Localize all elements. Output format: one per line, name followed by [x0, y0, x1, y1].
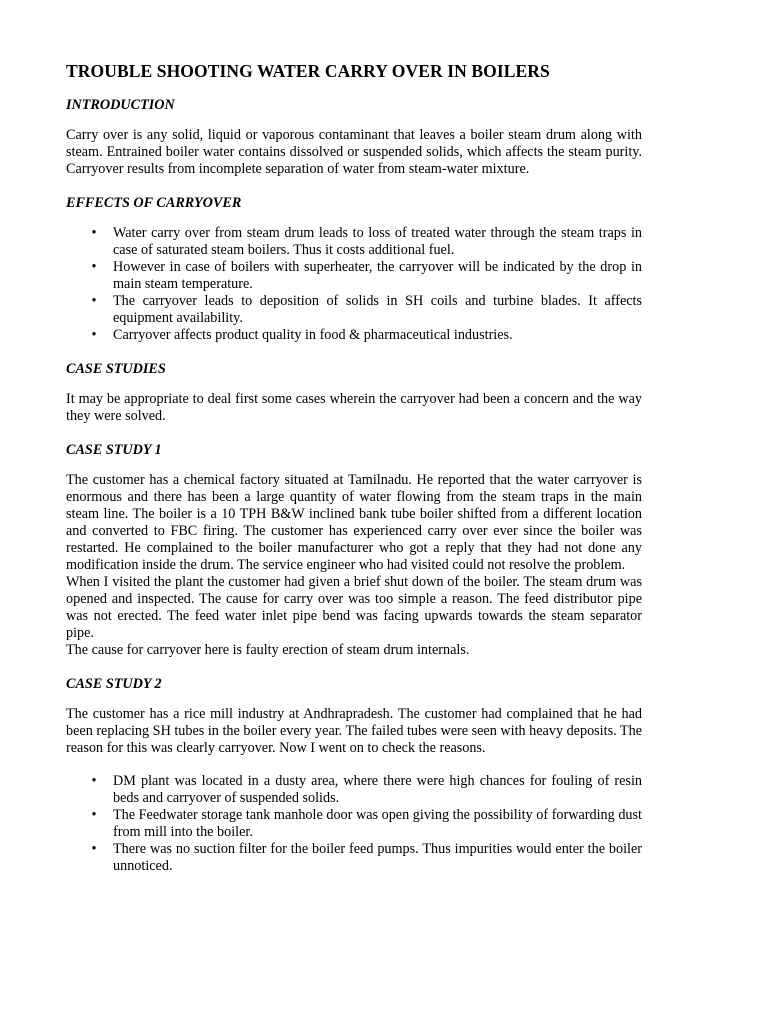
- introduction-heading: INTRODUCTION: [66, 97, 175, 113]
- bullet-icon: •: [91, 807, 97, 823]
- case-study-1-paragraph-1: The customer has a chemical factory situated at Tamilnadu. He reported that the water carryover is enormous and there has been a large quantity of water flowing from the steam traps in the main steam line. The boiler is a 10 TPH B&W inclined bank tube boiler shifted from a different location and converted to FBC firing. The customer has experienced carry over ever since the boiler was restarted. He complained to the boiler manufacturer who got a reply that they had not done any modification inside the drum. The service engineer who had visited could not resolve the problem.: [66, 472, 642, 573]
- bullet-icon: •: [91, 293, 97, 309]
- case-study-1-heading: CASE STUDY 1: [66, 442, 162, 458]
- case-study-2-paragraph: The customer has a rice mill industry at Andhrapradesh. The customer had complained that he had been replacing SH tubes in the boiler every year. The failed tubes were seen with heavy deposits. The reason for this was clearly carryover. Now I went on to check the reasons.: [66, 706, 642, 756]
- case-study-2-list: [66, 773, 642, 875]
- list-item-text: The carryover leads to deposition of solids in SH coils and turbine blades. It affects equipment availability.: [113, 293, 642, 326]
- list-item-text: Water carry over from steam drum leads to loss of treated water through the steam traps in case of saturated steam boilers. Thus it costs additional fuel.: [113, 225, 642, 258]
- list-item-text: DM plant was located in a dusty area, where there were high chances for fouling of resin beds and carryover of suspended solids.: [113, 773, 642, 806]
- list-item-text: There was no suction filter for the boiler feed pumps. Thus impurities would enter the boiler unnoticed.: [113, 841, 642, 874]
- effects-heading: EFFECTS OF CARRYOVER: [66, 195, 242, 211]
- case-study-1-paragraph-3: The cause for carryover here is faulty erection of steam drum internals.: [66, 642, 470, 658]
- list-item-text: However in case of boilers with superheater, the carryover will be indicated by the drop in main steam temperature.: [113, 259, 642, 292]
- effects-list: [66, 225, 642, 344]
- bullet-icon: •: [91, 841, 97, 857]
- document-title: TROUBLE SHOOTING WATER CARRY OVER IN BOILERS: [66, 61, 550, 81]
- bullet-icon: •: [91, 773, 97, 789]
- list-item-text: Carryover affects product quality in food & pharmaceutical industries.: [113, 327, 513, 343]
- list-item: [91, 225, 642, 259]
- case-study-2-heading: CASE STUDY 2: [66, 676, 162, 692]
- bullet-icon: •: [91, 225, 97, 241]
- bullet-icon: •: [91, 327, 97, 343]
- introduction-paragraph: Carry over is any solid, liquid or vaporous contaminant that leaves a boiler steam drum along with steam. Entrained boiler water contains dissolved or suspended solids, which affects the steam purity. Carryover results from incomplete separation of water from steam-water mixture.: [66, 127, 642, 177]
- case-studies-paragraph: It may be appropriate to deal first some cases wherein the carryover had been a concern and the way they were solved.: [66, 391, 642, 424]
- list-item: [91, 773, 642, 807]
- list-item: [91, 841, 642, 875]
- list-item: [91, 293, 642, 327]
- list-item: [91, 259, 642, 293]
- list-item: [91, 327, 642, 344]
- case-studies-heading: CASE STUDIES: [66, 361, 166, 377]
- list-item: [91, 807, 642, 841]
- bullet-icon: •: [91, 259, 97, 275]
- list-item-text: The Feedwater storage tank manhole door was open giving the possibility of forwarding dust from mill into the boiler.: [113, 807, 642, 840]
- case-study-1-paragraph-2: When I visited the plant the customer had given a brief shut down of the boiler. The steam drum was opened and inspected. The cause for carry over was too simple a reason. The feed distributor pipe was not erected. The feed water inlet pipe bend was facing upwards towards the steam separator pipe.: [66, 574, 642, 641]
